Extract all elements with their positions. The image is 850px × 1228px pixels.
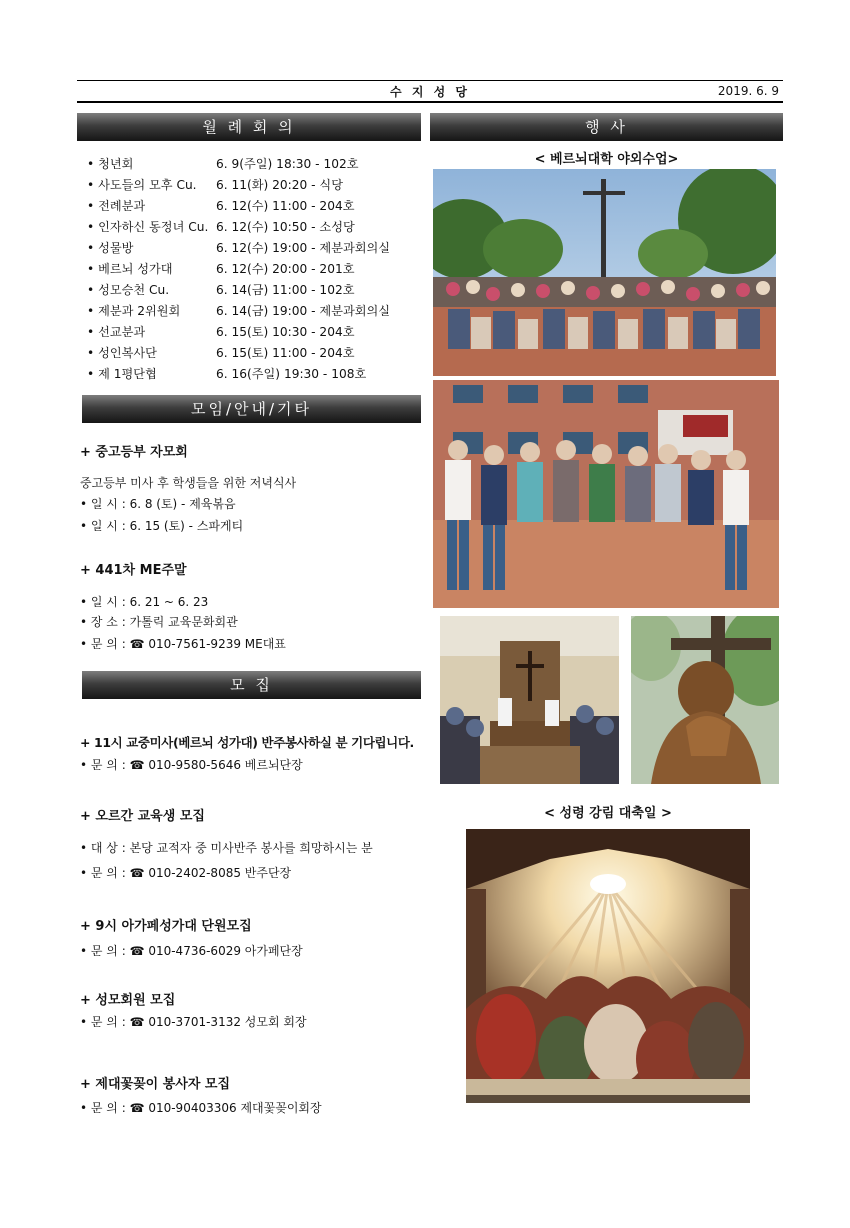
me-weekend-title: + 441차 ME주말	[80, 563, 187, 578]
issue-date: 2019. 6. 9	[717, 84, 779, 98]
pentecost-painting	[466, 829, 750, 1103]
accompanist-recruit-title: + 11시 교중미사(베르뇌 성가대) 반주봉사하실 분 기다립니다.	[80, 735, 414, 750]
organ-student-title: + 오르간 교육생 모집	[80, 809, 205, 824]
pentecost-caption: < 성령 강림 대축일 >	[544, 806, 672, 821]
statue-photo	[631, 616, 779, 784]
agape-choir-contact: • 문 의 : ☎ 010-4736-6029 아가페단장	[80, 944, 303, 958]
page-header-bar	[77, 80, 783, 103]
recruit-section-header: 모 집	[82, 671, 421, 699]
youth-dinner-title: + 중고등부 자모회	[80, 445, 188, 460]
mass-photo	[440, 616, 619, 784]
me-weekend-place: • 장 소 : 가톨릭 교육문화회관	[80, 615, 238, 629]
event-section-header: 행 사	[430, 113, 783, 141]
altar-flower-title: + 제대꽃꽂이 봉사자 모집	[80, 1077, 231, 1092]
notice-section-header: 모임/안내/기타	[82, 395, 421, 423]
altar-flower-contact: • 문 의 : ☎ 010-90403306 제대꽃꽂이회장	[80, 1101, 322, 1115]
organ-student-target: • 대 상 : 본당 교적자 중 미사반주 봉사를 희망하시는 분	[80, 841, 373, 855]
outdoor-class-caption: < 베르뇌대학 야외수업>	[534, 152, 679, 167]
group-photo-outdoor	[433, 169, 776, 376]
youth-dinner-desc: 중고등부 미사 후 학생들을 위한 저녁식사	[80, 476, 297, 490]
parish-title: 수 지 성 당	[390, 85, 470, 99]
organ-student-contact: • 문 의 : ☎ 010-2402-8085 반주단장	[80, 866, 292, 880]
youth-dinner-date-1: • 일 시 : 6. 8 (토) - 제육볶음	[80, 497, 236, 511]
agape-choir-title: + 9시 아가페성가대 단원모집	[80, 919, 252, 934]
group-photo-building	[433, 380, 779, 608]
me-weekend-contact: • 문 의 : ☎ 010-7561-9239 ME대표	[80, 637, 286, 651]
youth-dinner-date-2: • 일 시 : 6. 15 (토) - 스파게티	[80, 519, 244, 533]
accompanist-recruit-contact: • 문 의 : ☎ 010-9580-5646 베르뇌단장	[80, 758, 303, 772]
me-weekend-date: • 일 시 : 6. 21 ~ 6. 23	[80, 595, 209, 609]
mothers-club-title: + 성모회원 모집	[80, 993, 176, 1008]
meeting-section-header: 월 례 회 의	[77, 113, 421, 141]
mothers-club-contact: • 문 의 : ☎ 010-3701-3132 성모회 회장	[80, 1015, 307, 1029]
